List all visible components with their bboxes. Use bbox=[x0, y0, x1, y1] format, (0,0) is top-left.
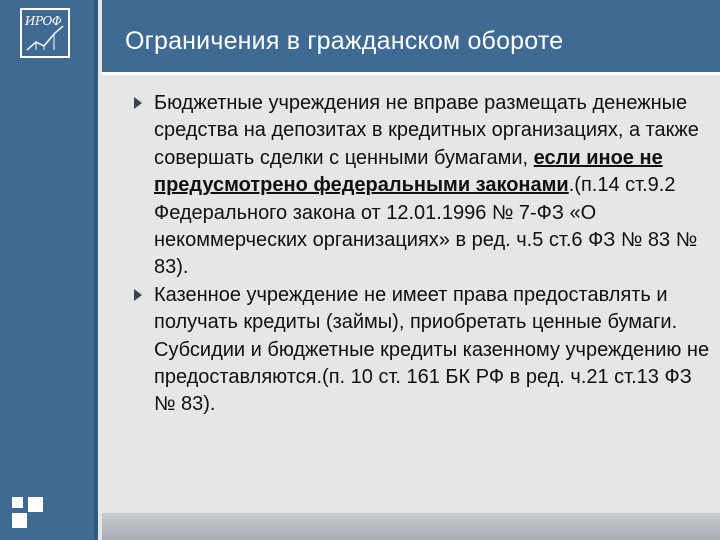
rising-chart-icon bbox=[22, 10, 68, 56]
bottom-strip bbox=[102, 513, 720, 540]
left-sidebar-band bbox=[0, 0, 98, 540]
list-item bbox=[134, 282, 714, 419]
page-title: Ограничения в гражданском обороте bbox=[125, 27, 564, 55]
bullet-emphasis: если иное не предусмотрено федеральными законами bbox=[154, 146, 663, 197]
bullet-list bbox=[134, 90, 714, 419]
logo-text: ИРОФ bbox=[25, 14, 62, 28]
list-item bbox=[134, 90, 714, 282]
bullet-text: Бюджетные учреждения не вправе размещать денежные средства на депозитах в кредитных организациях, а также совершать сделки с ценными бумагами, bbox=[154, 92, 699, 169]
logo bbox=[20, 8, 70, 58]
bullet-text: Казенное учреждение не имеет права предоставлять и получать кредиты (займы), приобретать ценные бумаги. Субсидии и бюджетные кредиты казенному учреждению не предоставляются.(п. 10 ст. 161 БК РФ в ред. ч.21 ст.13 ФЗ № 83). bbox=[154, 283, 710, 416]
triangle-bullet-icon bbox=[134, 97, 142, 109]
triangle-bullet-icon bbox=[134, 289, 142, 301]
bullet-text-tail: .(п.14 ст.9.2 Федерального закона от 12.01.1996 № 7-ФЗ «О некоммерческих организациях» в ред. ч.5 ст.6 ФЗ № 83 № 83). bbox=[154, 174, 698, 279]
decorative-squares bbox=[12, 497, 44, 531]
